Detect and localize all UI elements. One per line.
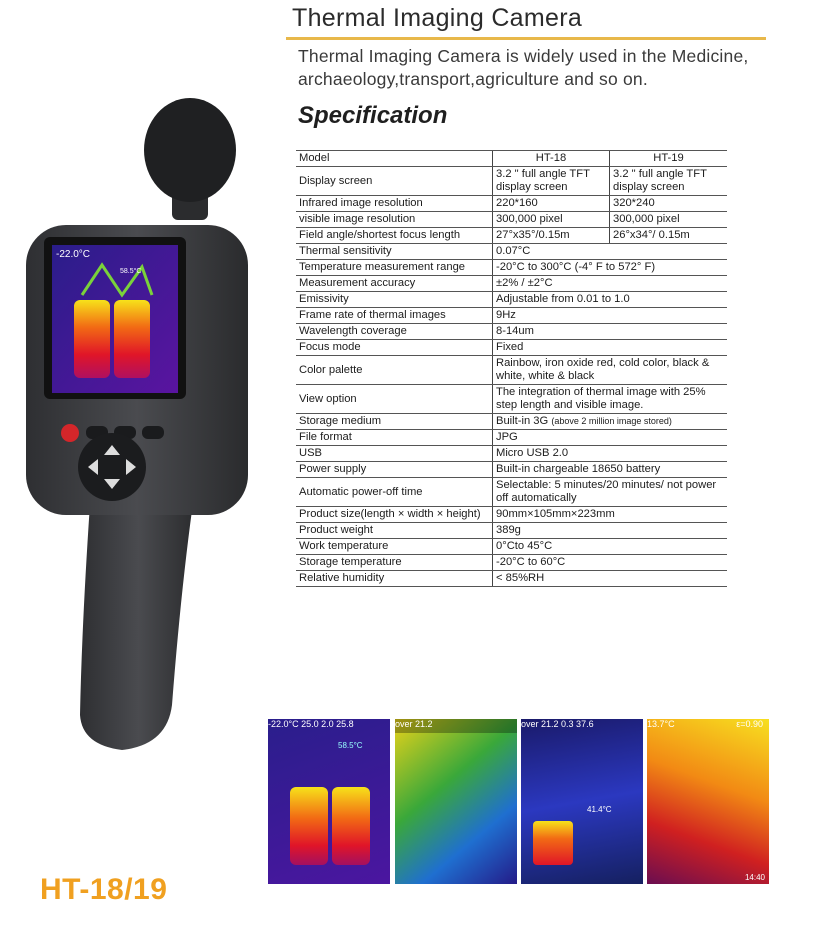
camera-illustration: [22, 95, 262, 755]
table-row: [296, 539, 727, 555]
row-value-text: 389g: [496, 524, 521, 536]
table-row: [296, 523, 727, 539]
thumb2-label: over: [395, 719, 413, 729]
row-value-text: Built-in chargeable 18650 battery: [496, 463, 661, 475]
table-row: [296, 244, 727, 260]
row-value-ht19: 26°x34°/ 0.15m: [610, 228, 728, 244]
row-value-ht18: 3.2 " full angle TFT display screen: [493, 167, 610, 196]
row-label: Focus mode: [296, 340, 493, 356]
table-row: [296, 292, 727, 308]
row-label: Field angle/shortest focus length: [296, 228, 493, 244]
row-value: [493, 571, 728, 587]
table-row: [296, 212, 727, 228]
thermal-thumbnail-3: [521, 719, 643, 884]
row-value-text: Built-in 3G: [496, 415, 549, 427]
row-value: [493, 356, 728, 385]
table-row: [296, 308, 727, 324]
thumb3-spot: 41.4°C: [587, 805, 612, 814]
model-name: HT-18/19: [40, 873, 168, 906]
row-label: Color palette: [296, 356, 493, 385]
table-row: [296, 462, 727, 478]
row-value: [493, 414, 728, 430]
row-value-ht19: 320*240: [610, 196, 728, 212]
row-value-text: ±2% / ±2°C: [496, 277, 553, 289]
row-value: [493, 446, 728, 462]
row-label: visible image resolution: [296, 212, 493, 228]
row-label: Automatic power-off time: [296, 478, 493, 507]
row-value-text: Rainbow, iron oxide red, cold color, black & white, white & black: [496, 357, 710, 382]
row-value-text: 0.07°C: [496, 245, 531, 257]
lens-cap: [144, 98, 236, 202]
row-value: [493, 478, 728, 507]
row-value-ht19: 3.2 " full angle TFT display screen: [610, 167, 728, 196]
row-value-ht18: 300,000 pixel: [493, 212, 610, 228]
row-value: [493, 539, 728, 555]
row-value: [493, 244, 728, 260]
table-row: [296, 196, 727, 212]
thumb1-spot: 58.5°C: [338, 741, 363, 750]
row-value-text: 0°Cto 45°C: [496, 540, 553, 552]
row-value-text: Fixed: [496, 341, 524, 353]
row-value-text: 9Hz: [496, 309, 516, 321]
row-label: Product size(length × width × height): [296, 507, 493, 523]
row-label: Measurement accuracy: [296, 276, 493, 292]
switch-button: [142, 426, 164, 439]
row-value-ht18: 27°x35°/0.15m: [493, 228, 610, 244]
row-label: Display screen: [296, 167, 493, 196]
row-label: Storage medium: [296, 414, 493, 430]
row-label: Relative humidity: [296, 571, 493, 587]
table-row: [296, 478, 727, 507]
row-label: File format: [296, 430, 493, 446]
row-value-text: The integration of thermal image with 25% step length and visible image.: [496, 386, 706, 411]
row-label: Product weight: [296, 523, 493, 539]
row-value: [493, 430, 728, 446]
page-title: Thermal Imaging Camera: [292, 4, 583, 32]
header-ht18: HT-18: [493, 151, 610, 167]
row-value: [493, 507, 728, 523]
thumb4-emissivity: ε=0.90: [736, 719, 763, 729]
table-row: [296, 571, 727, 587]
row-value: [493, 276, 728, 292]
row-value: [493, 340, 728, 356]
table-row: [296, 555, 727, 571]
table-row: [296, 507, 727, 523]
screen-readout: -22.0°C: [56, 249, 91, 260]
row-value-text: < 85%RH: [496, 572, 545, 584]
row-label: Temperature measurement range: [296, 260, 493, 276]
table-row: [296, 385, 727, 414]
row-value-text: Adjustable from 0.01 to 1.0: [496, 293, 630, 305]
row-value-text: Micro USB 2.0: [496, 447, 569, 459]
row-label: Frame rate of thermal images: [296, 308, 493, 324]
header-model: Model: [296, 151, 493, 167]
thumb1-mid: 25.0 2.0 25.8: [301, 719, 354, 729]
row-value: [493, 308, 728, 324]
table-row: [296, 167, 727, 196]
row-value: [493, 292, 728, 308]
title-divider: [286, 37, 766, 40]
table-row: [296, 228, 727, 244]
thumb4-temp: 13.7°C: [647, 719, 675, 729]
table-row: [296, 430, 727, 446]
power-icon: [61, 424, 79, 442]
thermal-thumbnail-2: [395, 719, 517, 884]
row-value-note: (above 2 million image stored): [551, 416, 672, 426]
thumb3-label: over: [521, 719, 539, 729]
thermal-thumbnail-4: [647, 719, 769, 884]
row-value-text: -20°C to 300°C (-4° F to 572° F): [496, 261, 656, 273]
table-row: [296, 340, 727, 356]
row-label: Work temperature: [296, 539, 493, 555]
row-value: [493, 555, 728, 571]
thumb4-time: 14:40: [744, 873, 765, 882]
thumb2-mid: 21.2: [415, 719, 433, 729]
row-value-text: Selectable: 5 minutes/20 minutes/ not power off automatically: [496, 479, 717, 504]
row-label: Emissivity: [296, 292, 493, 308]
specification-heading: Specification: [298, 102, 448, 129]
thermal-thumbnail-1: [268, 719, 390, 884]
row-value-text: JPG: [496, 431, 518, 443]
table-row: [296, 446, 727, 462]
table-row: [296, 414, 727, 430]
row-value: [493, 462, 728, 478]
row-value: [493, 385, 728, 414]
row-label: Wavelength coverage: [296, 324, 493, 340]
row-value: [493, 260, 728, 276]
table-header-row: [296, 151, 727, 167]
thumb3-mid: 21.2 0.3 37.6: [541, 719, 594, 729]
row-value-text: -20°C to 60°C: [496, 556, 566, 568]
handle: [80, 475, 197, 750]
table-row: [296, 260, 727, 276]
row-value: [493, 523, 728, 539]
row-label: Power supply: [296, 462, 493, 478]
specification-table: [296, 150, 727, 587]
row-label: Thermal sensitivity: [296, 244, 493, 260]
screen-spot: 58.5°C: [120, 268, 142, 275]
row-value-text: 90mm×105mm×223mm: [496, 508, 615, 520]
table-row: [296, 276, 727, 292]
row-value-ht19: 300,000 pixel: [610, 212, 728, 228]
row-value: [493, 324, 728, 340]
row-label: Infrared image resolution: [296, 196, 493, 212]
row-label: USB: [296, 446, 493, 462]
table-row: [296, 356, 727, 385]
intro-text: Thermal Imaging Camera is widely used in the Medicine, archaeology,transport,agriculture and so on.: [298, 46, 749, 89]
row-value-text: 8-14um: [496, 325, 534, 337]
header-ht19: HT-19: [610, 151, 728, 167]
row-label: Storage temperature: [296, 555, 493, 571]
row-label: View option: [296, 385, 493, 414]
table-row: [296, 324, 727, 340]
thumb1-temp: -22.0°C: [268, 719, 299, 729]
row-value-ht18: 220*160: [493, 196, 610, 212]
